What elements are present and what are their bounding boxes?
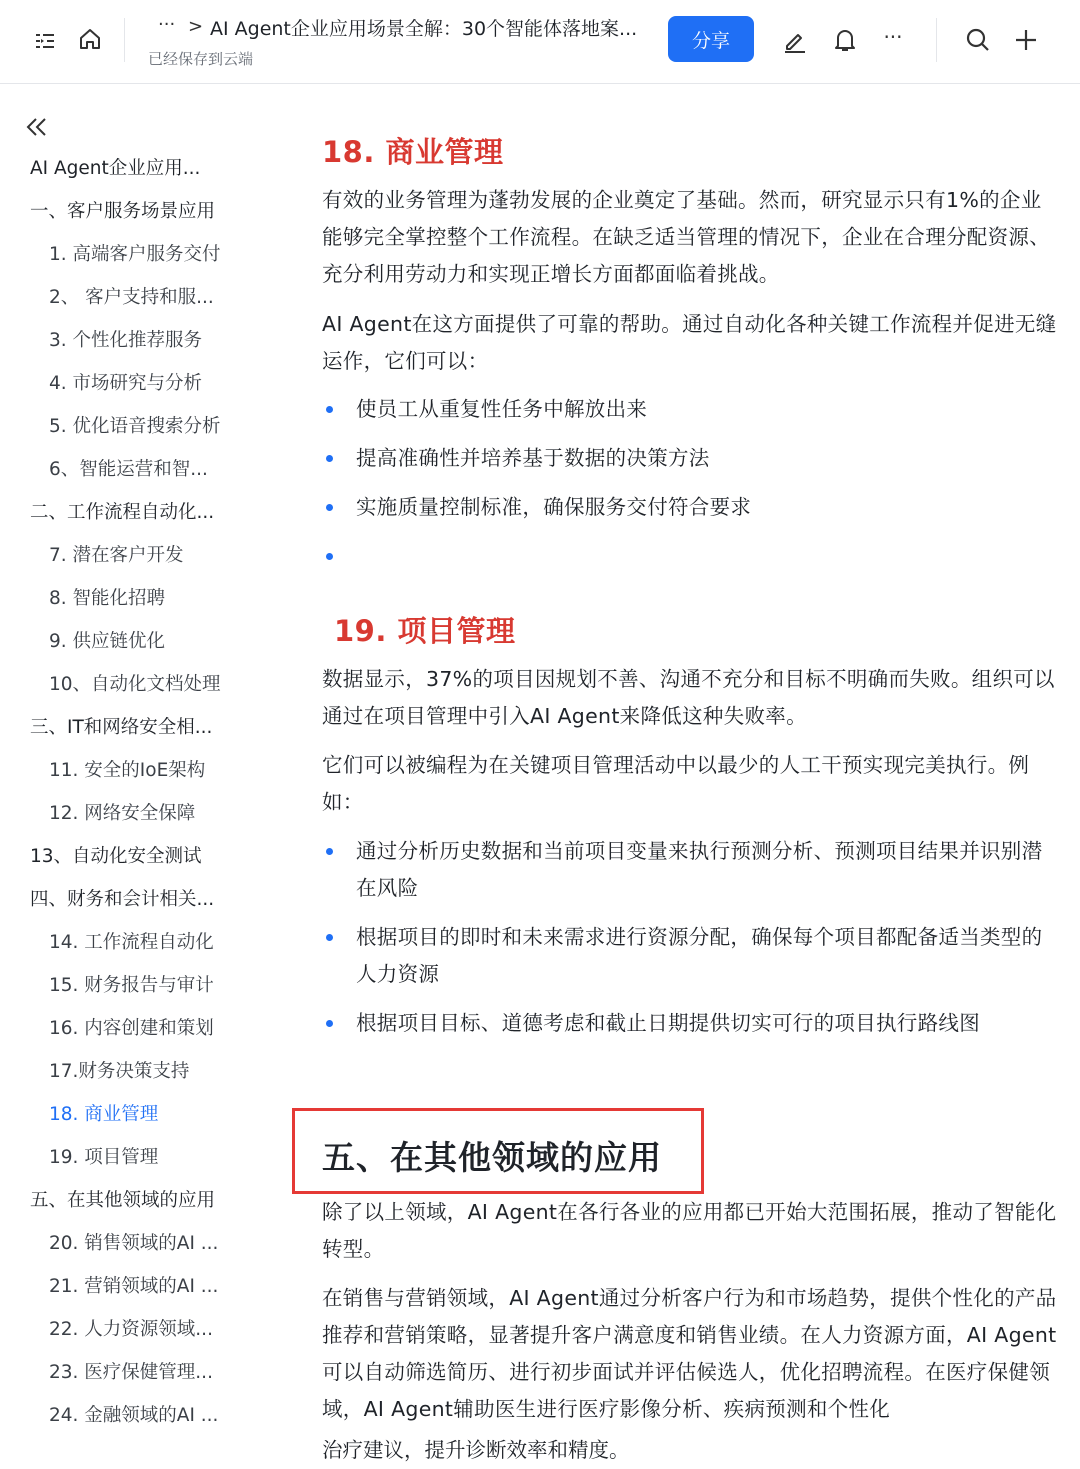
collapse-sidebar-icon[interactable] <box>24 115 50 143</box>
outline-item[interactable]: 2、 客户支持和服... <box>49 287 214 308</box>
list-item <box>322 391 1062 428</box>
list-item-text: 实施质量控制标准，确保服务交付符合要求 <box>356 495 752 519</box>
divider <box>124 18 125 62</box>
outline-item[interactable]: 二、工作流程自动化... <box>30 502 215 523</box>
outline-item[interactable]: 20. 销售领域的AI ... <box>49 1233 219 1254</box>
outline-item[interactable]: 8. 智能化招聘 <box>49 588 166 609</box>
bullet-dot <box>326 553 333 560</box>
list-item-text: 使员工从重复性任务中解放出来 <box>356 397 648 421</box>
outline-item[interactable]: 四、财务和会计相关... <box>30 889 215 910</box>
section-heading-18: 18. 商业管理 <box>322 135 504 169</box>
chapter-heading: 五、在其他领域的应用 <box>322 1138 662 1177</box>
bell-icon[interactable] <box>829 25 861 55</box>
list-item <box>322 1005 1062 1042</box>
outline-item[interactable]: AI Agent企业应用... <box>30 158 201 179</box>
outline-item[interactable]: 19. 项目管理 <box>49 1147 159 1168</box>
edit-icon[interactable] <box>779 26 811 56</box>
paragraph: 数据显示，37%的项目因规划不善、沟通不充分和目标不明确而失败。组织可以通过在项目管理中引入AI Agent来降低这种失败率。 <box>322 667 1055 728</box>
outline-item[interactable]: 22. 人力资源领域... <box>49 1319 213 1340</box>
outline-item[interactable]: 17.财务决策支持 <box>49 1061 190 1082</box>
list-item-text: 提高准确性并培养基于数据的决策方法 <box>356 446 710 470</box>
section-heading-19: 19. 项目管理 <box>334 614 516 648</box>
outline-item[interactable]: 1. 高端客户服务交付 <box>49 244 221 265</box>
document-body <box>300 85 1080 1462</box>
outline-item[interactable]: 三、IT和网络安全相... <box>30 717 213 738</box>
outline-item[interactable]: 4. 市场研究与分析 <box>49 373 203 394</box>
list-item-text: 根据项目的即时和未来需求进行资源分配，确保每个项目都配备适当类型的人力资源 <box>356 925 1043 986</box>
home-icon[interactable] <box>75 24 105 54</box>
outline-item[interactable]: 5. 优化语音搜索分析 <box>49 416 221 437</box>
outline-item[interactable]: 9. 供应链优化 <box>49 631 166 652</box>
bullet-dot <box>326 455 333 462</box>
paragraph: 在销售与营销领域，AI Agent通过分析客户行为和市场趋势，提供个性化的产品推荐和营销策略，显著提升客户满意度和销售业绩。在人力资源方面，AI Agent可以自动筛选简历、进行初步面试并评估候选人，优化招聘流程。在医疗保健领域，AI Agent辅助医生进行医疗影像分析、疾病预测和个性化 <box>322 1286 1057 1421</box>
outline-item[interactable]: 10、自动化文档处理 <box>49 674 221 695</box>
outline-item[interactable]: 15. 财务报告与审计 <box>49 975 214 996</box>
list-item[interactable] <box>322 538 1062 575</box>
list-item-text: 通过分析历史数据和当前项目变量来执行预测分析、预测项目结果并识别潜在风险 <box>356 839 1043 900</box>
paragraph: 有效的业务管理为蓬勃发展的企业奠定了基础。然而，研究显示只有1%的企业能够完全掌控整个工作流程。在缺乏适当管理的情况下，企业在合理分配资源、充分利用劳动力和实现正增长方面都面临着挑战。 <box>322 188 1050 286</box>
outline-item[interactable]: 12. 网络安全保障 <box>49 803 196 824</box>
paragraph: AI Agent在这方面提供了可靠的帮助。通过自动化各种关键工作流程并促进无缝运作，它们可以： <box>322 312 1057 373</box>
breadcrumb-separator: > <box>188 16 204 37</box>
list-item <box>322 440 1062 477</box>
paragraph: 除了以上领域，AI Agent在各行各业的应用都已开始大范围拓展，推动了智能化转型。 <box>322 1200 1057 1261</box>
bullet-dot <box>326 406 333 413</box>
save-status: 已经保存到云端 <box>148 50 254 68</box>
outline-item[interactable]: 3. 个性化推荐服务 <box>49 330 203 351</box>
list-item <box>322 919 1062 993</box>
paragraph-cut-off <box>322 1428 1062 1462</box>
share-button[interactable]: 分享 <box>668 16 754 62</box>
document-title[interactable]: AI Agent企业应用场景全解：30个智能体落地案... <box>210 18 638 40</box>
outline-item[interactable]: 一、客户服务场景应用 <box>30 201 216 222</box>
search-icon[interactable] <box>962 24 994 56</box>
bullet-dot <box>326 504 333 511</box>
outline-toggle-icon[interactable] <box>30 26 60 56</box>
outline-item[interactable]: 16. 内容创建和策划 <box>49 1018 214 1039</box>
bullet-dot <box>326 934 333 941</box>
bullet-dot <box>326 1020 333 1027</box>
divider <box>936 18 937 62</box>
list-item <box>322 489 1062 526</box>
paragraph: 它们可以被编程为在关键项目管理活动中以最少的人工干预实现完美执行。例如： <box>322 753 1030 814</box>
list-item <box>322 833 1062 907</box>
paragraph-cut-off-text: 治疗建议，提升诊断效率和精度。 <box>322 1438 630 1462</box>
top-bar <box>0 0 1080 84</box>
list-item-text: 根据项目目标、道德考虑和截止日期提供切实可行的项目执行路线图 <box>356 1011 980 1035</box>
outline-item[interactable]: 6、智能运营和智... <box>49 459 208 480</box>
outline-item[interactable]: 五、在其他领域的应用 <box>30 1190 216 1211</box>
outline-item-active[interactable]: 18. 商业管理 <box>49 1104 159 1125</box>
bullet-dot <box>326 848 333 855</box>
outline-item[interactable]: 11. 安全的IoE架构 <box>49 760 206 781</box>
breadcrumb-more[interactable]: ··· <box>158 14 176 35</box>
outline-item[interactable]: 13、自动化安全测试 <box>30 846 202 867</box>
outline-item[interactable]: 14. 工作流程自动化 <box>49 932 214 953</box>
outline-item[interactable]: 23. 医疗保健管理... <box>49 1362 213 1383</box>
plus-icon[interactable] <box>1010 24 1042 56</box>
more-icon[interactable]: ··· <box>883 25 903 49</box>
outline-sidebar <box>0 85 275 1440</box>
outline-item[interactable]: 21. 营销领域的AI ... <box>49 1276 219 1297</box>
outline-item[interactable]: 24. 金融领域的AI ... <box>49 1405 219 1426</box>
outline-item[interactable]: 7. 潜在客户开发 <box>49 545 184 566</box>
